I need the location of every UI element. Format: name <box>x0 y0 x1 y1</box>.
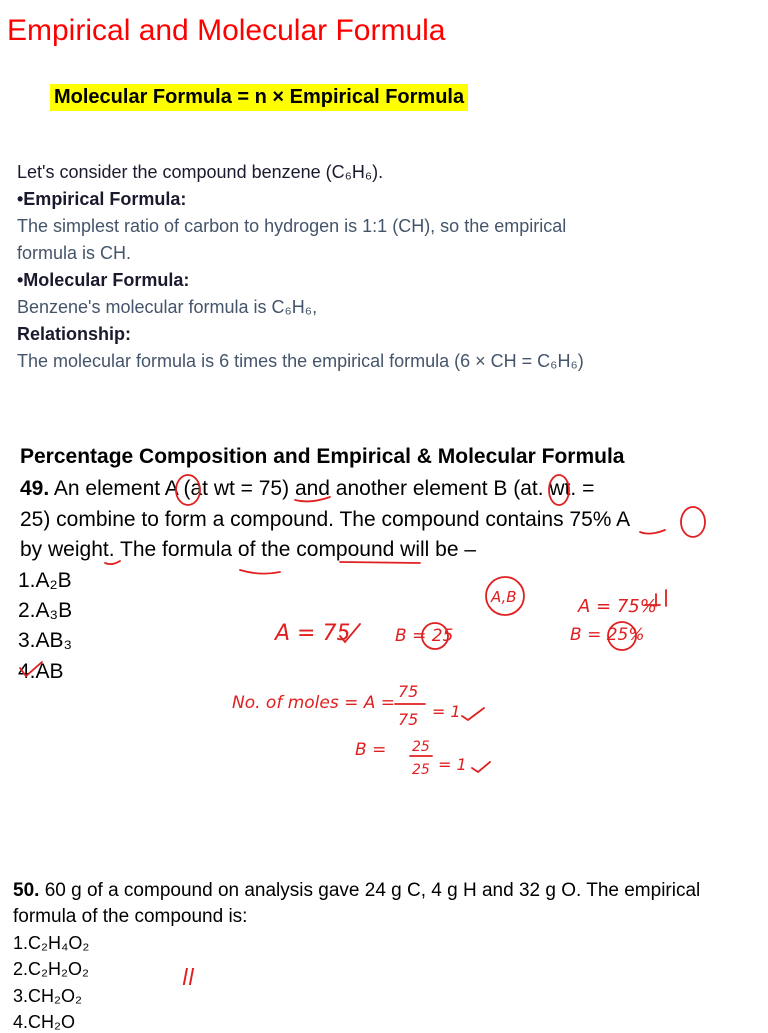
circle-25-right <box>608 622 636 650</box>
q50-text-1: 60 g of a compound on analysis gave 24 g C, 4 g H and 32 g O. The empirical <box>44 880 701 901</box>
empirical-text-line-2: formula is CH. <box>17 243 132 263</box>
q49-text-1: An element A (at wt = 75) and another element B (at. wt. = <box>53 477 595 500</box>
highlighted-formula: Molecular Formula = n × Empirical Formula <box>50 84 468 111</box>
page-title: Empirical and Molecular Formula <box>7 14 446 47</box>
underline-compound <box>340 562 420 563</box>
molecular-text: Benzene's molecular formula is C₆H₆, <box>17 297 318 317</box>
hw-a-frac-num: 75 <box>398 682 419 701</box>
hw-a-result: = 1 <box>432 702 461 721</box>
q49-number: 49. <box>20 477 50 500</box>
example-intro: Let's consider the compound benzene (C₆H₆). <box>17 162 384 182</box>
hw-b-eq: B = 25 <box>395 626 454 646</box>
hw-moles-label: No. of moles = A = <box>232 693 396 713</box>
q50-option-4: 4.CH₂O <box>13 1012 75 1032</box>
q50-option-2: 2.C₂H₂O₂ <box>13 959 89 979</box>
q49-line-1 <box>20 477 594 501</box>
tick-a75 <box>340 624 360 642</box>
molecular-heading: •Molecular Formula: <box>17 270 190 290</box>
q49-line-2: 25) combine to form a compound. The compound contains 75% A <box>20 508 631 531</box>
hw-b-frac-num: 25 <box>412 739 430 755</box>
q49-line-3: by weight. The formula of the compound will be – <box>20 538 477 561</box>
q50-option-1: 1.C₂H₄O₂ <box>13 933 90 953</box>
hw-a-pct: A = 75% <box>578 596 657 617</box>
underline-formula <box>240 570 280 574</box>
q50-line-2: formula of the compound is: <box>13 906 248 927</box>
section-heading: Percentage Composition and Empirical & Molecular Formula <box>20 445 625 468</box>
circle-25 <box>422 623 448 649</box>
hw-a-frac-den: 75 <box>398 710 419 729</box>
hw-b-result: = 1 <box>438 755 467 774</box>
empirical-heading: •Empirical Formula: <box>17 189 187 209</box>
q49-option-2: 2.A₃B <box>18 599 73 622</box>
hw-margin-mark: ll <box>182 966 195 991</box>
tick-a-result <box>462 708 484 720</box>
circle-75-a <box>681 507 705 537</box>
q49-option-1: 1.A₂B <box>18 569 72 592</box>
hw-a-eq: A = 75 <box>275 621 351 646</box>
relationship-heading: Relationship: <box>17 324 132 344</box>
relationship-text: The molecular formula is 6 times the empirical formula (6 × CH = C₆H₆) <box>17 351 584 371</box>
hw-ab: A,B <box>491 588 517 606</box>
q49-option-3: 3.AB₃ <box>18 629 73 652</box>
circle-ab <box>486 577 524 615</box>
q50-number: 50. <box>13 880 40 901</box>
tick-b-result <box>472 762 490 772</box>
underline-pct <box>640 530 665 534</box>
hw-b-label: B = <box>355 740 387 760</box>
hw-b-pct: B = 25% <box>570 625 645 645</box>
empirical-text-line-1: The simplest ratio of carbon to hydrogen is 1:1 (CH), so the empirical <box>17 216 567 236</box>
tick-a-pct <box>645 590 666 606</box>
hw-b-frac-den: 25 <box>412 762 430 778</box>
q50-line-1 <box>13 880 700 902</box>
q50-option-3: 3.CH₂O₂ <box>13 986 82 1006</box>
q49-option-4: 4.AB <box>18 660 64 683</box>
